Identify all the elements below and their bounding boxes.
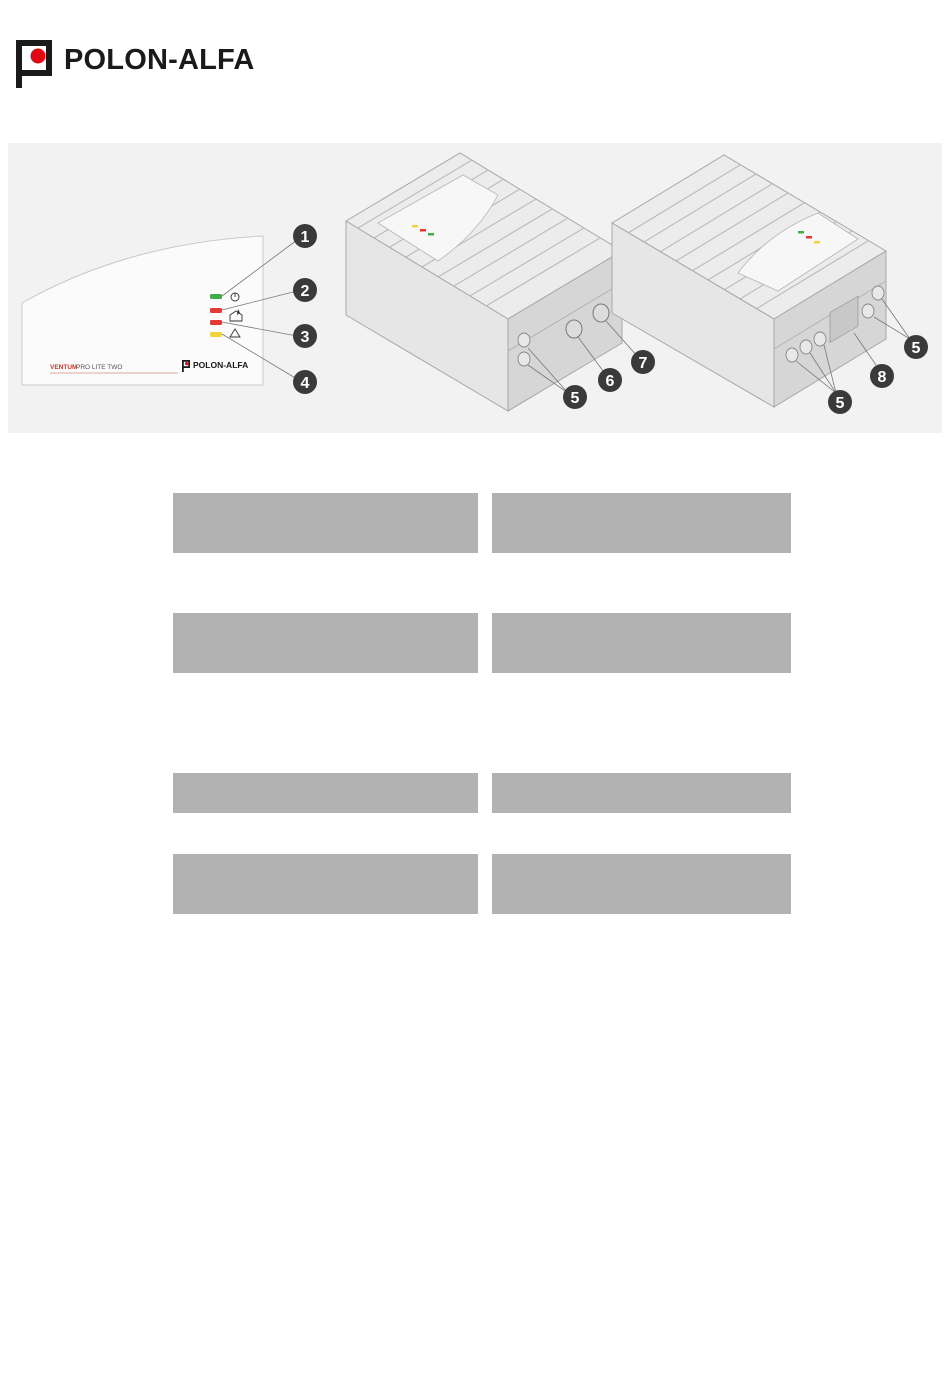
device-drawings xyxy=(8,143,942,433)
svg-text:8: 8 xyxy=(877,369,887,386)
callout-6 xyxy=(598,368,622,392)
svg-text:2: 2 xyxy=(300,283,310,300)
callout-4 xyxy=(293,370,317,394)
callout-5-front xyxy=(563,385,587,409)
callout-5-side xyxy=(828,390,852,414)
product-illustration xyxy=(8,143,942,433)
svg-text:5: 5 xyxy=(911,340,921,357)
polon-alfa-logo-icon xyxy=(14,38,58,88)
panel-product-brand: VENTUM xyxy=(50,364,78,371)
table-cell-r4-c2 xyxy=(492,854,791,914)
led-2 xyxy=(210,308,222,313)
svg-text:6: 6 xyxy=(605,373,615,390)
table-cell-r2-c2 xyxy=(492,613,791,673)
callout-1 xyxy=(293,224,317,248)
svg-text:7: 7 xyxy=(638,355,648,372)
callout-7 xyxy=(631,350,655,374)
led-1 xyxy=(210,294,222,299)
table-cell-r3-c1 xyxy=(173,773,478,813)
svg-text:1: 1 xyxy=(300,229,310,246)
callout-5-right xyxy=(904,335,928,359)
svg-text:3: 3 xyxy=(300,329,310,346)
svg-text:5: 5 xyxy=(570,390,580,407)
callout-8 xyxy=(870,364,894,388)
device-side-view xyxy=(612,155,910,407)
panel-product-model: PRO LITE TWO xyxy=(76,364,123,371)
svg-text:5: 5 xyxy=(835,395,845,412)
front-panel xyxy=(22,236,297,385)
table-cell-r4-c1 xyxy=(173,854,478,914)
table-cell-r1-c2 xyxy=(492,493,791,553)
table-cell-r1-c1 xyxy=(173,493,478,553)
brand-logo xyxy=(14,38,284,90)
device-front-view xyxy=(346,153,638,411)
led-3 xyxy=(210,320,222,325)
svg-text:4: 4 xyxy=(300,375,310,392)
table-cell-r3-c2 xyxy=(492,773,791,813)
led-4 xyxy=(210,332,222,337)
callout-2 xyxy=(293,278,317,302)
panel-brand-small: POLON-ALFA xyxy=(193,360,249,370)
brand-name: POLON-ALFA xyxy=(64,44,255,76)
callout-3 xyxy=(293,324,317,348)
table-cell-r2-c1 xyxy=(173,613,478,673)
